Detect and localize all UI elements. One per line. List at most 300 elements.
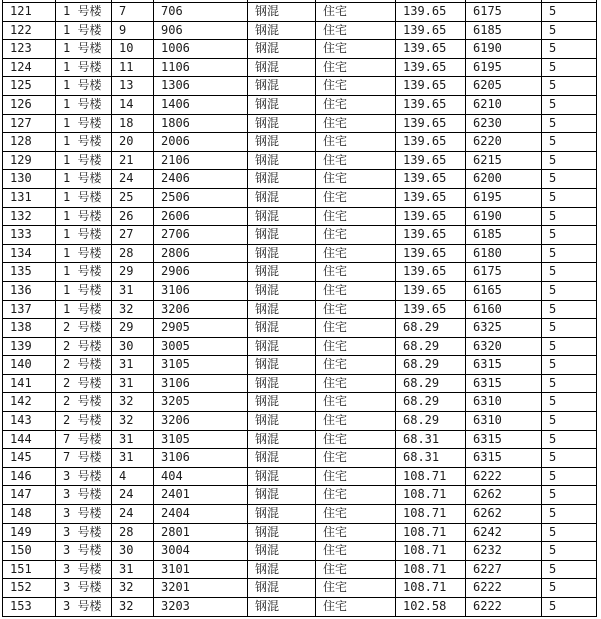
cell-area: 139.65 [396,3,466,22]
cell-usage: 住宅 [316,356,396,375]
cell-record_no: 142 [3,393,56,412]
cell-usage: 住宅 [316,281,396,300]
cell-room: 2906 [154,263,248,282]
cell-structure: 钢混 [248,319,316,338]
cell-flag: 5 [542,207,597,226]
cell-usage: 住宅 [316,412,396,431]
cell-area: 139.65 [396,281,466,300]
cell-flag: 5 [542,95,597,114]
cell-area: 108.71 [396,505,466,524]
cell-building: 1 号楼 [56,95,112,114]
cell-room: 1306 [154,77,248,96]
cell-floor: 31 [112,430,154,449]
cell-flag: 5 [542,560,597,579]
cell-price: 6325 [466,319,542,338]
table-row [3,356,597,375]
cell-price: 6180 [466,244,542,263]
cell-room: 3005 [154,337,248,356]
cell-price: 6190 [466,40,542,59]
cell-area: 139.65 [396,151,466,170]
cell-floor: 20 [112,133,154,152]
cell-floor: 21 [112,151,154,170]
cell-room: 3105 [154,430,248,449]
table-row [3,523,597,542]
cell-room: 1006 [154,40,248,59]
cell-usage: 住宅 [316,560,396,579]
cell-area: 108.71 [396,467,466,486]
cell-room: 3205 [154,393,248,412]
cell-flag: 5 [542,598,597,617]
cell-structure: 钢混 [248,374,316,393]
cell-area: 139.65 [396,95,466,114]
cell-flag: 5 [542,21,597,40]
table-row [3,542,597,561]
cell-floor: 30 [112,337,154,356]
cell-usage: 住宅 [316,579,396,598]
cell-flag: 5 [542,579,597,598]
cell-floor: 10 [112,40,154,59]
cell-room: 2401 [154,486,248,505]
cell-floor: 32 [112,598,154,617]
cell-room: 3203 [154,598,248,617]
table-row [3,319,597,338]
cell-structure: 钢混 [248,281,316,300]
cell-record_no: 150 [3,542,56,561]
cell-area: 139.65 [396,58,466,77]
cell-usage: 住宅 [316,244,396,263]
cell-record_no: 129 [3,151,56,170]
cell-room: 2806 [154,244,248,263]
cell-room: 3004 [154,542,248,561]
cell-record_no: 145 [3,449,56,468]
cell-area: 139.65 [396,133,466,152]
cell-structure: 钢混 [248,449,316,468]
cell-building: 1 号楼 [56,188,112,207]
cell-room: 2506 [154,188,248,207]
cell-record_no: 124 [3,58,56,77]
cell-area: 68.29 [396,412,466,431]
cell-floor: 29 [112,319,154,338]
table-row [3,114,597,133]
cell-price: 6310 [466,412,542,431]
cell-structure: 钢混 [248,542,316,561]
table-row [3,486,597,505]
cell-record_no: 135 [3,263,56,282]
cell-room: 3106 [154,449,248,468]
cell-floor: 4 [112,467,154,486]
cell-price: 6310 [466,393,542,412]
cell-floor: 32 [112,412,154,431]
cell-usage: 住宅 [316,319,396,338]
cell-building: 7 号楼 [56,449,112,468]
cell-building: 2 号楼 [56,319,112,338]
cell-usage: 住宅 [316,263,396,282]
cell-building: 3 号楼 [56,523,112,542]
cell-building: 1 号楼 [56,40,112,59]
cell-structure: 钢混 [248,3,316,22]
cell-area: 139.65 [396,226,466,245]
cell-structure: 钢混 [248,505,316,524]
cell-price: 6262 [466,486,542,505]
table-row [3,40,597,59]
cell-room: 404 [154,467,248,486]
cell-structure: 钢混 [248,226,316,245]
table-row [3,374,597,393]
cell-floor: 11 [112,58,154,77]
cell-room: 2606 [154,207,248,226]
cell-usage: 住宅 [316,170,396,189]
cell-record_no: 137 [3,300,56,319]
cell-usage: 住宅 [316,207,396,226]
cell-floor: 31 [112,560,154,579]
cell-price: 6205 [466,77,542,96]
table-row [3,263,597,282]
cell-record_no: 146 [3,467,56,486]
cell-room: 2106 [154,151,248,170]
cell-structure: 钢混 [248,393,316,412]
cell-usage: 住宅 [316,598,396,617]
cell-building: 2 号楼 [56,356,112,375]
cell-flag: 5 [542,188,597,207]
table-row [3,226,597,245]
cell-flag: 5 [542,337,597,356]
table-row [3,188,597,207]
cell-building: 1 号楼 [56,114,112,133]
cell-price: 6222 [466,598,542,617]
cell-floor: 27 [112,226,154,245]
cell-usage: 住宅 [316,337,396,356]
table-row [3,244,597,263]
cell-usage: 住宅 [316,393,396,412]
cell-usage: 住宅 [316,467,396,486]
cell-flag: 5 [542,374,597,393]
cell-floor: 29 [112,263,154,282]
cell-flag: 5 [542,114,597,133]
records-table [2,0,597,617]
cell-flag: 5 [542,393,597,412]
cell-price: 6160 [466,300,542,319]
cell-price: 6185 [466,226,542,245]
cell-flag: 5 [542,319,597,338]
cell-record_no: 138 [3,319,56,338]
cell-building: 1 号楼 [56,151,112,170]
cell-price: 6230 [466,114,542,133]
cell-area: 139.65 [396,263,466,282]
table-row [3,281,597,300]
cell-structure: 钢混 [248,95,316,114]
cell-room: 2905 [154,319,248,338]
cell-price: 6262 [466,505,542,524]
cell-area: 139.65 [396,114,466,133]
cell-price: 6242 [466,523,542,542]
cell-building: 3 号楼 [56,486,112,505]
cell-structure: 钢混 [248,523,316,542]
cell-floor: 30 [112,542,154,561]
cell-price: 6227 [466,560,542,579]
cell-structure: 钢混 [248,77,316,96]
cell-price: 6200 [466,170,542,189]
cell-room: 2404 [154,505,248,524]
cell-record_no: 134 [3,244,56,263]
table-row [3,58,597,77]
cell-floor: 25 [112,188,154,207]
table-row [3,95,597,114]
table-row [3,430,597,449]
cell-flag: 5 [542,40,597,59]
cell-record_no: 125 [3,77,56,96]
cell-usage: 住宅 [316,523,396,542]
cell-structure: 钢混 [248,151,316,170]
cell-floor: 31 [112,449,154,468]
cell-area: 139.65 [396,170,466,189]
cell-record_no: 122 [3,21,56,40]
cell-record_no: 148 [3,505,56,524]
cell-record_no: 136 [3,281,56,300]
cell-floor: 24 [112,170,154,189]
cell-area: 139.65 [396,207,466,226]
cell-price: 6185 [466,21,542,40]
cell-flag: 5 [542,300,597,319]
table-row [3,393,597,412]
table-row [3,170,597,189]
cell-building: 1 号楼 [56,263,112,282]
cell-structure: 钢混 [248,21,316,40]
cell-structure: 钢混 [248,560,316,579]
cell-flag: 5 [542,430,597,449]
cell-building: 1 号楼 [56,77,112,96]
cell-price: 6175 [466,263,542,282]
cell-building: 1 号楼 [56,300,112,319]
cell-structure: 钢混 [248,40,316,59]
cell-flag: 5 [542,356,597,375]
cell-usage: 住宅 [316,114,396,133]
cell-building: 3 号楼 [56,467,112,486]
cell-floor: 31 [112,374,154,393]
cell-area: 102.58 [396,598,466,617]
cell-usage: 住宅 [316,505,396,524]
cell-structure: 钢混 [248,207,316,226]
cell-building: 2 号楼 [56,393,112,412]
cell-building: 1 号楼 [56,244,112,263]
cell-record_no: 131 [3,188,56,207]
cell-flag: 5 [542,486,597,505]
cell-record_no: 139 [3,337,56,356]
cell-usage: 住宅 [316,188,396,207]
cell-floor: 32 [112,393,154,412]
cell-structure: 钢混 [248,337,316,356]
cell-structure: 钢混 [248,486,316,505]
cell-record_no: 132 [3,207,56,226]
cell-structure: 钢混 [248,133,316,152]
cell-record_no: 130 [3,170,56,189]
cell-room: 3101 [154,560,248,579]
cell-area: 108.71 [396,579,466,598]
cell-usage: 住宅 [316,486,396,505]
cell-building: 1 号楼 [56,281,112,300]
cell-price: 6215 [466,151,542,170]
cell-record_no: 152 [3,579,56,598]
cell-building: 3 号楼 [56,505,112,524]
table-row [3,579,597,598]
cell-floor: 7 [112,3,154,22]
cell-record_no: 133 [3,226,56,245]
cell-room: 1106 [154,58,248,77]
cell-flag: 5 [542,505,597,524]
cell-floor: 13 [112,77,154,96]
table-row [3,505,597,524]
cell-room: 906 [154,21,248,40]
cell-price: 6315 [466,449,542,468]
cell-usage: 住宅 [316,542,396,561]
cell-price: 6195 [466,58,542,77]
cell-area: 68.29 [396,337,466,356]
table-row [3,21,597,40]
cell-structure: 钢混 [248,170,316,189]
cell-floor: 28 [112,244,154,263]
cell-flag: 5 [542,523,597,542]
cell-record_no: 126 [3,95,56,114]
cell-room: 2406 [154,170,248,189]
cell-flag: 5 [542,170,597,189]
cell-flag: 5 [542,412,597,431]
cell-usage: 住宅 [316,133,396,152]
cell-room: 3201 [154,579,248,598]
cell-floor: 31 [112,356,154,375]
cell-room: 2706 [154,226,248,245]
cell-floor: 32 [112,579,154,598]
cell-flag: 5 [542,226,597,245]
cell-building: 3 号楼 [56,579,112,598]
cell-building: 1 号楼 [56,3,112,22]
table-row [3,3,597,22]
cell-room: 3105 [154,356,248,375]
table-row [3,560,597,579]
cell-price: 6315 [466,430,542,449]
cell-flag: 5 [542,467,597,486]
cell-area: 108.71 [396,560,466,579]
cell-area: 68.29 [396,393,466,412]
cell-structure: 钢混 [248,467,316,486]
cell-building: 1 号楼 [56,226,112,245]
cell-flag: 5 [542,3,597,22]
cell-flag: 5 [542,151,597,170]
table-row [3,77,597,96]
cell-floor: 31 [112,281,154,300]
cell-usage: 住宅 [316,77,396,96]
table-body [3,0,597,616]
cell-room: 3206 [154,300,248,319]
table-row [3,207,597,226]
cell-building: 1 号楼 [56,207,112,226]
cell-area: 108.71 [396,542,466,561]
cell-usage: 住宅 [316,151,396,170]
table-row [3,300,597,319]
cell-building: 3 号楼 [56,542,112,561]
cell-floor: 26 [112,207,154,226]
cell-room: 1406 [154,95,248,114]
cell-room: 3206 [154,412,248,431]
cell-price: 6165 [466,281,542,300]
cell-record_no: 147 [3,486,56,505]
cell-area: 68.31 [396,430,466,449]
cell-building: 2 号楼 [56,374,112,393]
cell-floor: 24 [112,486,154,505]
cell-area: 139.65 [396,300,466,319]
cell-price: 6222 [466,579,542,598]
cell-structure: 钢混 [248,114,316,133]
cell-room: 3106 [154,281,248,300]
cell-flag: 5 [542,244,597,263]
cell-structure: 钢混 [248,412,316,431]
cell-record_no: 127 [3,114,56,133]
cell-floor: 18 [112,114,154,133]
cell-flag: 5 [542,281,597,300]
cell-structure: 钢混 [248,430,316,449]
cell-area: 68.29 [396,356,466,375]
table-row [3,337,597,356]
table-row [3,412,597,431]
cell-room: 2801 [154,523,248,542]
cell-record_no: 140 [3,356,56,375]
cell-structure: 钢混 [248,263,316,282]
cell-area: 139.65 [396,77,466,96]
cell-usage: 住宅 [316,449,396,468]
cell-floor: 24 [112,505,154,524]
cell-floor: 32 [112,300,154,319]
cell-area: 139.65 [396,40,466,59]
cell-usage: 住宅 [316,95,396,114]
cell-price: 6220 [466,133,542,152]
cell-floor: 14 [112,95,154,114]
cell-price: 6195 [466,188,542,207]
cell-usage: 住宅 [316,40,396,59]
cell-area: 108.71 [396,523,466,542]
cell-area: 68.29 [396,374,466,393]
cell-usage: 住宅 [316,300,396,319]
cell-area: 139.65 [396,244,466,263]
cell-usage: 住宅 [316,58,396,77]
cell-record_no: 151 [3,560,56,579]
cell-floor: 9 [112,21,154,40]
cell-area: 139.65 [396,188,466,207]
cell-area: 108.71 [396,486,466,505]
cell-building: 1 号楼 [56,133,112,152]
cell-building: 2 号楼 [56,412,112,431]
cell-room: 2006 [154,133,248,152]
cell-price: 6315 [466,356,542,375]
cell-building: 1 号楼 [56,58,112,77]
cell-building: 3 号楼 [56,560,112,579]
cell-record_no: 128 [3,133,56,152]
cell-flag: 5 [542,263,597,282]
cell-flag: 5 [542,542,597,561]
cell-price: 6190 [466,207,542,226]
cell-usage: 住宅 [316,430,396,449]
table-row [3,467,597,486]
cell-structure: 钢混 [248,188,316,207]
cell-flag: 5 [542,449,597,468]
cell-usage: 住宅 [316,374,396,393]
cell-structure: 钢混 [248,356,316,375]
cell-area: 139.65 [396,21,466,40]
cell-record_no: 123 [3,40,56,59]
cell-flag: 5 [542,133,597,152]
cell-area: 68.31 [396,449,466,468]
cell-room: 706 [154,3,248,22]
cell-flag: 5 [542,77,597,96]
cell-structure: 钢混 [248,598,316,617]
cell-price: 6222 [466,467,542,486]
